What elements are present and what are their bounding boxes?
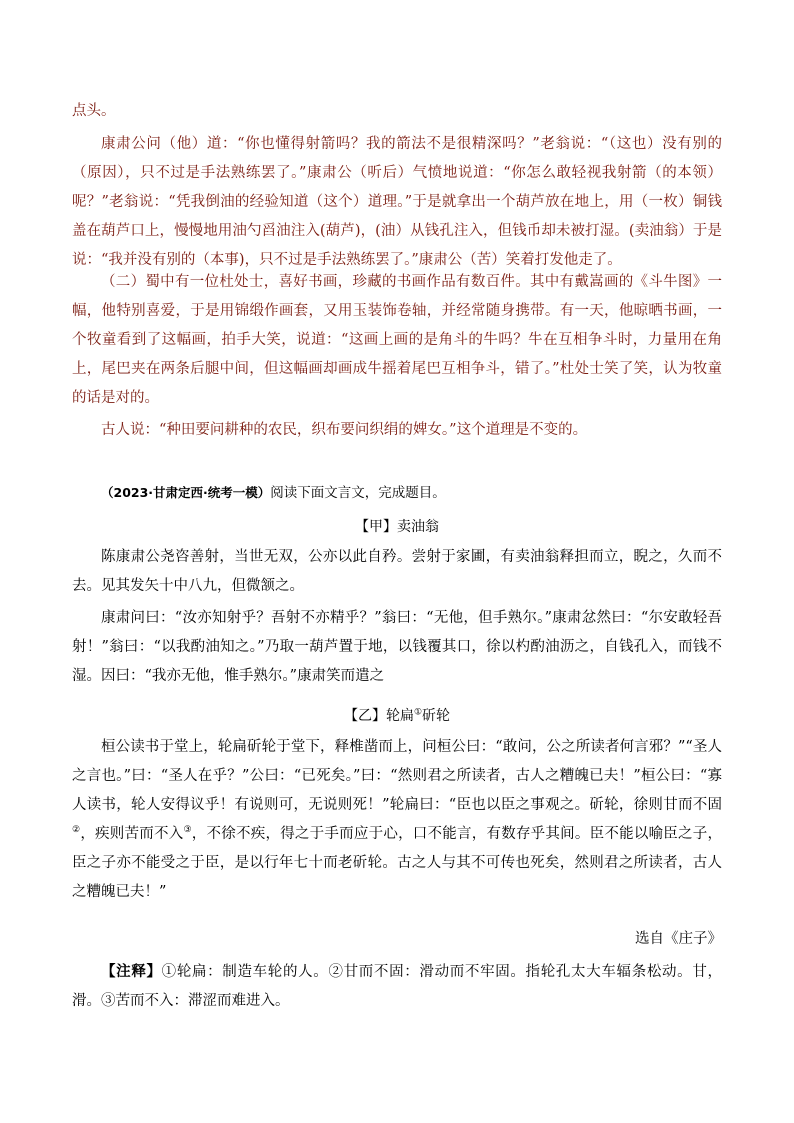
question-instruction: 阅读下面文言文，完成题目。 bbox=[270, 485, 446, 501]
note-mark-2: ② bbox=[72, 825, 81, 836]
yi-text-c: ，不徐不疾，得之于手而应于心，口不能言，有数存乎其间。臣不能以喻臣之子，臣之子亦不能受之于臣，是以行年七十而老斫轮。古之人与其不可传也死矣，然则君之所读者，古人之糟魄已夫！” bbox=[72, 826, 723, 900]
yi-title-note-mark: ① bbox=[413, 707, 423, 718]
yi-title-part-b: 斫轮 bbox=[422, 708, 451, 724]
translation-paragraph-0: 点头。 bbox=[72, 103, 116, 119]
jia-title: 【甲】卖油翁 bbox=[355, 519, 439, 535]
yi-source: 选自《庄子》 bbox=[635, 931, 722, 947]
yi-title bbox=[72, 703, 722, 729]
jia-paragraph-1: 陈康肃公尧咨善射，当世无双，公亦以此自矜。尝射于家圃，有卖油翁释担而立，睨之，久而不去。见其发矢十中八九，但微颔之。 bbox=[72, 549, 722, 594]
note-mark-3: ③ bbox=[183, 825, 192, 836]
question-heading bbox=[72, 480, 722, 506]
yi-paragraph-1 bbox=[72, 733, 722, 907]
translation-paragraph-2: （二）蜀中有一位杜处士，喜好书画，珍藏的书画作品有数百件。其中有戴嵩画的《斗牛图》一幅，他特别喜爱，于是用锦缎作画套，又用玉装饰卷轴，并经常随身携带。有一天，他晾晒书画，一个牧童看到了这幅画，拍手大笑，说道：“这画上画的是角斗的牛吗？牛在互相争斗时，力量用在角上，尾巴夹在两条后腿中间，但这幅画却画成牛摇着尾巴互相争斗，错了。”杜处士笑了笑，认为牧童的话是对的。 bbox=[72, 274, 722, 406]
yi-text-b: ，疾则苦而不入 bbox=[80, 826, 184, 842]
yi-title-part-a: 【乙】轮扁 bbox=[343, 708, 414, 724]
notes-paragraph bbox=[72, 957, 722, 1016]
translation-paragraph-1: 康肃公问（他）道：“你也懂得射箭吗？我的箭法不是很精深吗？”老翁说：“（这也）没有别的（原因），只不过是手法熟练罢了。”康肃公（听后）气愤地说道：“你怎么敢轻视我射箭（的本领）呢？”老翁说：“凭我倒油的经验知道（这个）道理。”于是就拿出一个葫芦放在地上，用（一枚）铜钱盖在葫芦口上，慢慢地用油勺舀油注入(葫芦)，(油）从钱孔注入，但钱币却未被打湿。(卖油翁）于是说：“我并没有别的（本事)，只不过是手法熟练罢了。”康肃公（苦）笑着打发他走了。 bbox=[72, 136, 722, 268]
translation-paragraph-3: 古人说：“种田要问耕种的农民，织布要问织绢的婢女。”这个道理是不变的。 bbox=[101, 422, 588, 438]
yi-text-a: 桓公读书于堂上，轮扁斫轮于堂下，释椎凿而上，问桓公曰：“敢问，公之所读者何言邪？”“圣人之言也。”曰：“圣人在乎？”公曰：“已死矣。”曰：“然则君之所读者，古人之糟魄已夫！”桓公曰：“寡人读书，轮人安得议乎！有说则可，无说则死！”轮扁曰：“臣也以臣之事观之。斫轮，徐则甘而不固 bbox=[72, 739, 722, 813]
notes-label: 【注释】 bbox=[101, 963, 162, 980]
jia-paragraph-2: 康肃问曰：“汝亦知射乎？吾射不亦精乎？”翁曰：“无他，但手熟尔。”康肃忿然曰：“尔安敢轻吾射！”翁曰：“以我酌油知之。”乃取一葫芦置于地，以钱覆其口，徐以杓酌油沥之，自钱孔入，而钱不湿。因曰：“我亦无他，惟手熟尔。”康肃笑而遣之 bbox=[72, 610, 722, 684]
notes-text: ①轮扁：制造车轮的人。②甘而不固：滑动而不牢固。指轮孔太大车辐条松动。甘，滑。③苦而不入：滞涩而难进入。 bbox=[72, 964, 723, 1009]
question-source: （2023·甘肃定西·统考一模） bbox=[101, 485, 271, 500]
